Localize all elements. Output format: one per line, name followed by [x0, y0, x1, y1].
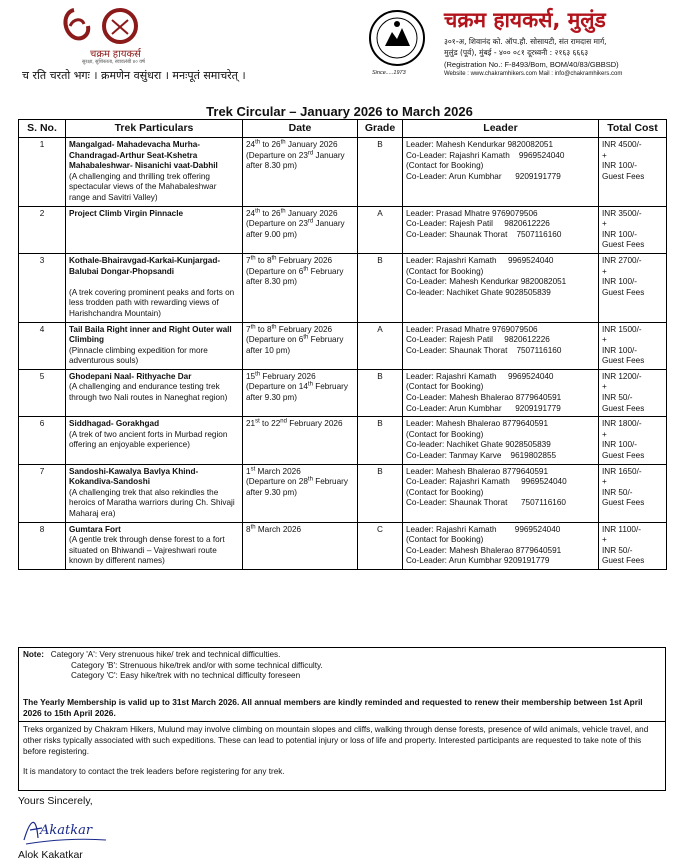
table-row [19, 369, 667, 416]
cell-grade: C [358, 522, 403, 569]
cell-sno: 5 [19, 369, 66, 416]
org-address-line2: मुलुंड (पूर्व), मुंबई - ४०० ०८१ दूरध्वनी : २१६३ ६६६३ [444, 48, 589, 57]
cell-grade: B [358, 417, 403, 464]
trek-name: Kothale-Bhairavgad-Karkai-Kunjargad-Balubai Dongar-Phopsandi [69, 255, 221, 276]
trek-name: Siddhagad- Gorakhgad [69, 419, 160, 429]
col-header-sno: S. No. [19, 120, 66, 138]
cell-leader: Leader: Rajashri Kamath 9969524040 (Contact for Booking) Co-Leader: Mahesh Kendurkar 9820082051 Co-leader: Nachiket Ghate 9028505839 [403, 253, 599, 322]
table-row [19, 253, 667, 322]
cell-grade: A [358, 206, 403, 253]
cell-sno: 8 [19, 522, 66, 569]
cell-cost: INR 4500/- + INR 100/- Guest Fees [599, 138, 667, 207]
note-category-a: Category 'A': Very strenuous hike/ trek and technical difficulties. [50, 650, 281, 659]
trek-description: (A gentle trek through dense forest to a fort situated on Bhiwandi – Vajreshwari route known by different names) [69, 535, 225, 566]
trek-description: (Pinnacle climbing expedition for more adventurous souls) [69, 345, 208, 366]
cell-particulars [66, 522, 243, 569]
disclaimer-text: Treks organized by Chakram Hikers, Mulund may involve climbing on mountain slopes and cliffs, walking through dense forests, presence of wild animals, vehicle travel, and other risks typically associated with such expeditions. These can lead to potential injury or loss of life and property. Interested participants are requested to take note of this before registering. [23, 725, 649, 756]
cell-leader: Leader: Mahesh Kendurkar 9820082051 Co-Leader: Rajashri Kamath 9969524040 (Contact for Booking) Co-Leader: Arun Kumbhar 9209191779 [403, 138, 599, 207]
trek-description: (A trek of two ancient forts in Murbad region offering an enjoyable experience) [69, 429, 228, 450]
cell-grade: B [358, 464, 403, 522]
cell-date [243, 417, 358, 464]
col-header-particulars: Trek Particulars [66, 120, 243, 138]
trek-date: 8th March 2026 [246, 523, 302, 534]
cell-date [243, 138, 358, 207]
trek-description: (A challenging trek that also rekindles the heroics of Maratha warriors during Ch. Shivaji Maharaj era) [69, 487, 235, 518]
cell-sno: 1 [19, 138, 66, 207]
cell-leader: Leader: Mahesh Bhalerao 8779640591 (Contact for Booking) Co-leader: Nachiket Ghate 9028505839 Co-Leader: Tanmay Karve 9619802855 [403, 417, 599, 464]
cell-cost: INR 2700/- + INR 100/- Guest Fees [599, 253, 667, 322]
table-row [19, 417, 667, 464]
notes-label: Note: [23, 650, 44, 659]
cell-date [243, 253, 358, 322]
cell-grade: B [358, 138, 403, 207]
membership-notice: The Yearly Membership is valid up to 31st March 2026. All annual members are kindly reminded and requested to renew their membership between 1st April 2026 to 15th April 2026. [18, 697, 666, 722]
cell-grade: B [358, 253, 403, 322]
trek-description: (A challenging and thrilling trek offering spectacular views of the Mahabaleshwar range and Savitri Valley) [69, 171, 217, 202]
trek-name: Tail Baila Right inner and Right Outer wall Climbing [69, 324, 232, 345]
cell-cost: INR 1200/- + INR 50/- Guest Fees [599, 369, 667, 416]
cell-particulars [66, 138, 243, 207]
org-registration: (Registration No.: F-8493/Bom, BOM/40/83/GBBSD) [444, 60, 619, 69]
trek-table [18, 119, 667, 570]
closing-text: Yours Sincerely, [18, 795, 93, 807]
cell-particulars [66, 369, 243, 416]
trek-date: 24th to 26th January 2026 (Departure on 23rd January after 9.00 pm) [246, 207, 345, 239]
trek-date: 7th to 8th February 2026 (Departure on 6th February after 10 pm) [246, 323, 344, 355]
cell-leader: Leader: Rajashri Kamath 9969524040 (Contact for Booking) Co-Leader: Mahesh Bhalerao 8779640591 Co-Leader: Arun Kumbhar 9209191779 [403, 522, 599, 569]
cell-particulars [66, 253, 243, 322]
trek-description: (A trek covering prominent peaks and forts on less trodden path with rewarding views of Harishchandra Mountain) [69, 287, 235, 318]
club-motto: च रति चरतो भगः । क्रमणेन वसुंधरा । मनःपूतं समाचरेत् । [22, 69, 246, 82]
signature [20, 810, 110, 850]
org-website[interactable]: Website : www.chakramhikers.com Mail : info@chakramhikers.com [444, 71, 623, 77]
cell-particulars [66, 417, 243, 464]
cell-date [243, 369, 358, 416]
org-name: चक्रम हायकर्स, मुलुंड [444, 8, 606, 32]
org-address-line1: ३०१-अ, शिवानंद को. ऑप.हौ. सोसायटी, संत रामदास मार्ग, [444, 37, 607, 46]
logo-text: चक्रम हायकर्स [90, 49, 141, 60]
trek-name: Project Climb Virgin Pinnacle [69, 208, 184, 218]
cell-sno: 2 [19, 206, 66, 253]
col-header-date: Date [243, 120, 358, 138]
trek-date: 1st March 2026 (Departure on 28th February after 9.30 pm) [246, 465, 348, 497]
cell-grade: B [358, 369, 403, 416]
cell-leader: Leader: Mahesh Bhalerao 8779640591 Co-Leader: Rajashri Kamath 9969524040 (Contact for Booking) Co-Leader: Shaunak Thorat 7507116160 [403, 464, 599, 522]
table-header-row [19, 120, 667, 138]
disclaimer-box [18, 722, 666, 791]
cell-date [243, 522, 358, 569]
cell-cost: INR 3500/- + INR 100/- Guest Fees [599, 206, 667, 253]
trek-date: 7th to 8th February 2026 (Departure on 6th February after 8.30 pm) [246, 255, 344, 287]
table-row [19, 322, 667, 369]
trek-name: Sandoshi-Kawalya Bavlya Khind-Kokandiva-Sandoshi [69, 466, 199, 487]
seal-emblem-icon [368, 8, 426, 70]
table-row [19, 464, 667, 522]
seal-year: Since.....1973 [372, 70, 406, 76]
logo-tagline: सुरक्षा, सुशिस्तता, स्वावलंबी ४० वर्ष [82, 59, 145, 65]
col-header-grade: Grade [358, 120, 403, 138]
cell-date [243, 464, 358, 522]
cell-leader: Leader: Prasad Mhatre 9769079506 Co-Leader: Rajesh Patil 9820612226 Co-Leader: Shaunak Thorat 7507116160 [403, 206, 599, 253]
trek-date: 15th February 2026 (Departure on 14th February after 9.30 pm) [246, 371, 348, 403]
cell-particulars [66, 322, 243, 369]
col-header-leader: Leader [403, 120, 599, 138]
cell-particulars [66, 464, 243, 522]
cell-sno: 4 [19, 322, 66, 369]
cell-cost: INR 1100/- + INR 50/- Guest Fees [599, 522, 667, 569]
note-category-b: Category 'B': Strenuous hike/trek and/or with some technical difficulty. [71, 660, 323, 670]
cell-sno: 6 [19, 417, 66, 464]
table-row [19, 522, 667, 569]
cell-date [243, 322, 358, 369]
org-seal [368, 8, 426, 78]
trek-name: Ghodepani Naal- Rithyache Dar [69, 371, 192, 381]
table-row [19, 206, 667, 253]
trek-name: Mangalgad- Mahadevacha Murha-Chandragad-Arthur Seat-Kshetra Mahabaleshwar- Nisanichi vaat-Dabhil [69, 140, 218, 171]
header-left [22, 6, 322, 84]
signature-image [20, 810, 110, 850]
cell-leader: Leader: Rajashri Kamath 9969524040 (Contact for Booking) Co-Leader: Mahesh Bhalerao 8779640591 Co-Leader: Arun Kumbhar 9209191779 [403, 369, 599, 416]
trek-description: (A challenging and endurance testing trek through two Nali routes in Naneghat region) [69, 382, 228, 403]
cell-particulars [66, 206, 243, 253]
page-title: Trek Circular – January 2026 to March 2026 [206, 104, 473, 119]
svg-text:Akatkar: Akatkar [40, 823, 93, 838]
col-header-cost: Total Cost [599, 120, 667, 138]
trek-name: Gumtara Fort [69, 524, 121, 534]
cell-cost: INR 1650/- + INR 50/- Guest Fees [599, 464, 667, 522]
table-row [19, 138, 667, 207]
cell-grade: A [358, 322, 403, 369]
cell-sno: 7 [19, 464, 66, 522]
trek-date: 24th to 26th January 2026 (Departure on 23rd January after 8.30 pm) [246, 139, 345, 171]
mandatory-notice: It is mandatory to contact the trek leaders before registering for any trek. [23, 767, 285, 777]
cell-cost: INR 1800/- + INR 100/- Guest Fees [599, 417, 667, 464]
club-logo [60, 6, 150, 65]
trek-date: 21st to 22nd February 2026 [246, 418, 343, 429]
logo-emblem-icon [60, 6, 150, 50]
cell-leader: Leader: Prasad Mhatre 9769079506 Co-Leader: Rajesh Patil 9820612226 Co-Leader: Shaunak Thorat 7507116160 [403, 322, 599, 369]
cell-sno: 3 [19, 253, 66, 322]
note-category-c: Category 'C': Easy hike/trek with no technical difficulty foreseen [71, 671, 301, 681]
cell-cost: INR 1500/- + INR 100/- Guest Fees [599, 322, 667, 369]
signatory-name: Alok Kakatkar [18, 849, 83, 861]
cell-date [243, 206, 358, 253]
